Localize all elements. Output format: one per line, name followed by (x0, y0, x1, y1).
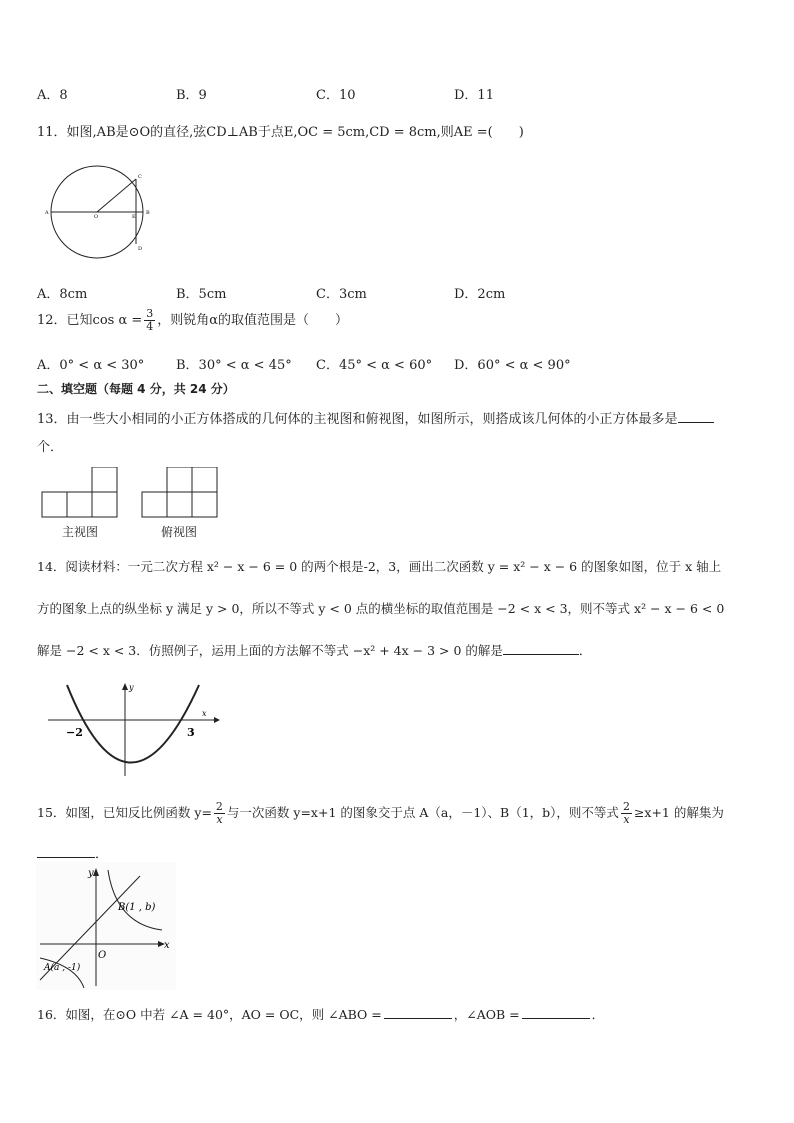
section-2-title: 二、填空题（每题 4 分，共 24 分） (37, 382, 235, 396)
label-d: D (138, 246, 143, 252)
q15-line2 (37, 843, 108, 862)
q15-fraction-1 (214, 801, 225, 826)
graph-label-point-a: A(a , -1) (44, 963, 81, 973)
q12-option-c: C．45° < α < 60° (316, 358, 433, 373)
q14-parabola-graph (44, 680, 224, 780)
q16-line (37, 1005, 604, 1023)
q10-option-c: C．10 (316, 88, 356, 103)
label-c: C (138, 174, 142, 180)
q15-frac1-num: 2 (215, 800, 223, 813)
graph-label-x: x (202, 709, 207, 718)
q15-line2-end: ． (95, 847, 109, 862)
y-axis-arrow (122, 683, 128, 690)
q14-line3-end: ． (578, 643, 592, 658)
q15-frac2-num: 2 (622, 800, 630, 813)
q15-part1: 15．如图，已知反比例函数 y= (37, 805, 212, 820)
q11-option-c: C．3cm (316, 287, 367, 302)
q16-part1: 16．如图，在⊙O 中若 ∠A = 40°，AO = OC，则 ∠ABO = (37, 1007, 382, 1022)
q14-answer-blank (503, 642, 579, 655)
q10-option-b: B．9 (176, 88, 207, 103)
q15-fraction-2 (621, 801, 632, 826)
q12-stem (37, 308, 348, 333)
label-a: A (45, 210, 49, 216)
q11-option-a: A．8cm (37, 287, 88, 302)
label-b: B (146, 210, 150, 216)
q10-option-a: A．8 (37, 88, 68, 103)
q13-front-view-label: 主视图 (62, 525, 99, 539)
q13-front-view (41, 467, 119, 519)
q15-function-graph (36, 862, 176, 990)
q16-answer-blank-2 (522, 1006, 590, 1019)
q15-part3: ≥x+1 的解集为 (633, 805, 724, 820)
q16-answer-blank-1 (384, 1006, 452, 1019)
q13-line2: 个． (37, 440, 64, 455)
q10-option-d: D．11 (454, 88, 494, 103)
q15-line1 (37, 801, 724, 826)
graph-label-right-root: 3 (187, 726, 195, 739)
q14-line3 (37, 641, 591, 659)
q14-line3-text: 解是 −2 < x < 3．仿照例子，运用上面的方法解不等式 −x² + 4x − 3 > 0 的解是 (37, 643, 503, 658)
q13-top-view-label: 俯视图 (161, 525, 198, 539)
q12-option-a: A．0° < α < 30° (37, 358, 145, 373)
q14-line1: 14．阅读材料：一元二次方程 x² − x − 6 = 0 的两个根是-2，3，画出二次函数 y = x² − x − 6 的图象如图，位于 x 轴上 (37, 559, 722, 574)
q11-stem: 11．如图,AB是⊙O的直径,弦CD⊥AB于点E,OC = 5cm,CD = 8cm,则AE =( ) (37, 125, 524, 140)
graph-label-left-root: −2 (66, 726, 83, 739)
graph-label-x: x (164, 940, 170, 951)
graph-label-y: y (88, 868, 94, 879)
q12-stem-before: 12．已知cos α = (37, 313, 143, 328)
graph-label-point-b: B(1 , b) (118, 902, 156, 913)
q16-part2: ，∠AOB = (453, 1007, 520, 1022)
q15-frac1-den: x (216, 813, 223, 826)
q15-part2: 与一次函数 y=x+1 的图象交于点 A（a，－1）、B（1，b），则不等式 (226, 805, 619, 820)
q11-option-d: D．2cm (454, 287, 506, 302)
q12-stem-after: ，则锐角α的取值范围是（ ） (157, 313, 349, 328)
q13-line1 (37, 408, 714, 427)
q12-frac-num: 3 (146, 307, 154, 320)
q13-line1-text: 13．由一些大小相同的小正方体搭成的几何体的主视图和俯视图，如图所示，则搭成该几何体的小正方体最多是 (37, 412, 678, 427)
q13-top-view (141, 467, 219, 519)
q14-line2: 方的图象上点的纵坐标 y 满足 y > 0，所以不等式 y < 0 点的横坐标的取值范围是 −2 < x < 3，则不等式 x² − x − 6 < 0 (37, 601, 725, 616)
graph-label-origin: O (98, 950, 107, 961)
x-axis-arrow (214, 717, 220, 723)
label-o: O (94, 214, 99, 220)
q12-option-d: D．60° < α < 90° (454, 358, 571, 373)
q12-fraction (144, 308, 155, 333)
q12-option-b: B．30° < α < 45° (176, 358, 292, 373)
label-e: E (132, 214, 136, 220)
q11-option-b: B．5cm (176, 287, 227, 302)
parabola-curve (67, 685, 199, 763)
q12-frac-den: 4 (146, 320, 154, 333)
q16-part3: ． (591, 1007, 605, 1022)
q15-answer-blank (37, 845, 95, 858)
q11-circle-figure (40, 158, 160, 268)
q15-frac2-den: x (623, 813, 630, 826)
radius-oc (97, 179, 136, 212)
graph-label-y: y (129, 683, 134, 692)
q13-answer-blank (678, 410, 714, 423)
